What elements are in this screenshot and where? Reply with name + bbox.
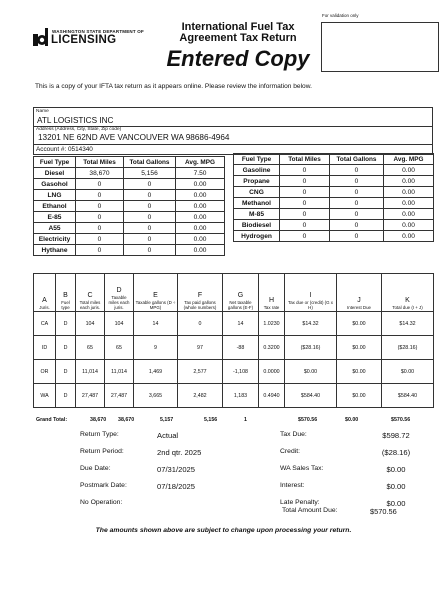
column-label: Taxable miles each juris. <box>108 295 130 310</box>
summary-right-label: Tax Due: <box>280 431 307 438</box>
fuel-left-cell-mpg: 0.00 <box>176 234 225 245</box>
fuel-left-cell-gallons: 0 <box>124 223 176 234</box>
column-letter: A <box>42 297 47 304</box>
fuel-left-cell-type: A55 <box>34 223 76 234</box>
fuel-right-cell-type: CNG <box>234 187 280 198</box>
fuel-right-cell-type: Biodiesel <box>234 220 280 231</box>
column-label: Tax rate <box>263 305 280 310</box>
fuel-left-cell-gallons: 0 <box>124 245 176 256</box>
summary-left-label: No Operation: <box>80 499 123 506</box>
address-label: Address (Address, City, State, Zip code) <box>36 127 122 132</box>
jurisdiction-cell: 0.0000 <box>259 360 285 384</box>
fuel-left-cell-miles: 0 <box>76 179 124 190</box>
jurisdiction-row <box>34 360 434 384</box>
jurisdiction-cell: $0.00 <box>382 360 434 384</box>
fuel-left-cell-mpg: 0.00 <box>176 212 225 223</box>
summary-right-value: $598.72 <box>382 431 410 440</box>
column-letter: E <box>153 292 158 299</box>
jurisdiction-col-header <box>382 274 434 312</box>
fuel-left-cell-mpg: 0.00 <box>176 179 225 190</box>
jurisdiction-cell: 14 <box>134 312 178 336</box>
fuel-right-cell-mpg: 0.00 <box>384 231 434 242</box>
column-letter: K <box>405 297 410 304</box>
fuel-left-row <box>34 179 225 190</box>
column-label: Taxable gallons (D ÷ MPG) <box>135 300 176 310</box>
fuel-right-cell-type: Propane <box>234 176 280 187</box>
column-label: Juris. <box>39 305 50 310</box>
fuel-right-cell-miles: 0 <box>280 187 330 198</box>
jurisdiction-col-header <box>134 274 178 312</box>
jurisdiction-cell: ID <box>34 336 56 360</box>
column-label: Tax paid gallons (whole numbers) <box>183 300 217 310</box>
fuel-left-cell-miles: 0 <box>76 201 124 212</box>
fuel-left-cell-type: Ethanol <box>34 201 76 212</box>
summary-right-label: Credit: <box>280 448 301 455</box>
fuel-left-row <box>34 245 225 256</box>
fuel-left-cell-miles: 38,670 <box>76 168 124 179</box>
column-letter: J <box>357 297 361 304</box>
grand-total-g: 1 <box>244 417 247 423</box>
fuel-left-cell-miles: 0 <box>76 223 124 234</box>
fuel-right-cell-gallons: 0 <box>330 231 384 242</box>
summary-left-label: Return Type: <box>80 431 119 438</box>
fuel-right-cell-gallons: 0 <box>330 165 384 176</box>
jurisdiction-cell: -88 <box>223 336 259 360</box>
fuel-right-cell-mpg: 0.00 <box>384 220 434 231</box>
fuel-right-cell-mpg: 0.00 <box>384 176 434 187</box>
jurisdiction-cell: 104 <box>105 312 134 336</box>
fuel-left-cell-mpg: 0.00 <box>176 190 225 201</box>
jurisdiction-header-row <box>34 274 434 312</box>
account-address: 13201 NE 62ND AVE VANCOUVER WA 98686-4964 <box>38 133 230 142</box>
jurisdiction-table <box>33 273 434 408</box>
summary-right-value: ($28.16) <box>381 448 411 457</box>
summary-left-value: 2nd qtr. 2025 <box>157 448 202 457</box>
fuel-left-header-2: Total Gallons <box>124 157 176 168</box>
dol-logo-icon <box>33 28 49 46</box>
fuel-left-cell-miles: 0 <box>76 190 124 201</box>
disclaimer-footer: The amounts shown above are subject to change upon processing your return. <box>95 527 352 534</box>
column-letter: B <box>63 292 68 299</box>
account-number-label: Account #: <box>36 146 67 153</box>
fuel-right-row <box>234 231 434 242</box>
jurisdiction-cell: ($28.16) <box>382 336 434 360</box>
fuel-left-header-1: Total Miles <box>76 157 124 168</box>
fuel-left-row <box>34 234 225 245</box>
grand-total-k: $570.56 <box>391 417 411 423</box>
jurisdiction-cell: 27,487 <box>76 384 105 408</box>
fuel-right-cell-type: Methanol <box>234 198 280 209</box>
jurisdiction-cell: 97 <box>178 336 223 360</box>
fuel-right-row <box>234 187 434 198</box>
fuel-right-cell-mpg: 0.00 <box>384 165 434 176</box>
fuel-left-cell-type: E-85 <box>34 212 76 223</box>
grand-total-d: 38,670 <box>118 417 135 423</box>
validation-box <box>321 22 439 72</box>
fuel-left-cell-gallons: 0 <box>124 212 176 223</box>
fuel-right-row <box>234 198 434 209</box>
fuel-right-row <box>234 220 434 231</box>
account-number: 0514340 <box>67 146 93 153</box>
column-letter: I <box>309 292 312 299</box>
jurisdiction-cell: 1.0230 <box>259 312 285 336</box>
summary-left-label: Due Date: <box>80 465 111 472</box>
fuel-left-row <box>34 190 225 201</box>
column-label: Tax due or (credit) (G x H) <box>288 300 333 310</box>
column-letter: G <box>237 292 244 299</box>
fuel-right-cell-gallons: 0 <box>330 198 384 209</box>
fuel-left-cell-type: Gasohol <box>34 179 76 190</box>
fuel-left-cell-mpg: 0.00 <box>176 245 225 256</box>
fuel-left-cell-type: Hythane <box>34 245 76 256</box>
fuel-right-header-0: Fuel Type <box>234 154 280 165</box>
fuel-right-row <box>234 209 434 220</box>
jurisdiction-cell: $14.32 <box>382 312 434 336</box>
jurisdiction-cell: $584.40 <box>382 384 434 408</box>
entered-copy-heading: Entered Copy <box>166 46 310 71</box>
form-title-line2: Agreement Tax Return <box>179 32 297 44</box>
fuel-left-cell-gallons: 0 <box>124 201 176 212</box>
grand-total-j: $0.00 <box>345 417 359 423</box>
fuel-right-cell-miles: 0 <box>280 198 330 209</box>
jurisdiction-col-header <box>259 274 285 312</box>
jurisdiction-col-header <box>105 274 134 312</box>
fuel-right-header-2: Total Gallons <box>330 154 384 165</box>
fuel-left-cell-mpg: 7.50 <box>176 168 225 179</box>
form-title-line1: International Fuel Tax <box>181 21 295 33</box>
jurisdiction-cell: -1,108 <box>223 360 259 384</box>
column-label: Interest Due <box>347 305 371 310</box>
fuel-right-cell-miles: 0 <box>280 220 330 231</box>
fuel-right-cell-miles: 0 <box>280 231 330 242</box>
column-label: Total due (I + J) <box>392 305 423 310</box>
jurisdiction-cell: $0.00 <box>337 336 382 360</box>
fuel-right-cell-gallons: 0 <box>330 176 384 187</box>
jurisdiction-cell: 1,183 <box>223 384 259 408</box>
fuel-left-row <box>34 201 225 212</box>
jurisdiction-cell: 9 <box>134 336 178 360</box>
jurisdiction-cell: 3,665 <box>134 384 178 408</box>
jurisdiction-cell: CA <box>34 312 56 336</box>
summary-right-label: WA Sales Tax: <box>280 465 324 472</box>
fuel-right-row <box>234 165 434 176</box>
fuel-left-row <box>34 168 225 179</box>
jurisdiction-row <box>34 312 434 336</box>
jurisdiction-cell: 0 <box>178 312 223 336</box>
jurisdiction-cell: 104 <box>76 312 105 336</box>
fuel-right-cell-mpg: 0.00 <box>384 187 434 198</box>
fuel-right-cell-gallons: 0 <box>330 187 384 198</box>
fuel-left-cell-mpg: 0.00 <box>176 201 225 212</box>
fuel-right-row <box>234 176 434 187</box>
summary-left-value: 07/18/2025 <box>157 482 196 491</box>
jurisdiction-cell: WA <box>34 384 56 408</box>
fuel-left-cell-type: LNG <box>34 190 76 201</box>
fuel-right-cell-miles: 0 <box>280 209 330 220</box>
jurisdiction-cell: 11,014 <box>76 360 105 384</box>
column-letter: D <box>116 287 122 294</box>
summary-left-label: Return Period: <box>80 448 124 455</box>
grand-total-i: $570.56 <box>298 417 318 423</box>
fuel-left-cell-gallons: 0 <box>124 234 176 245</box>
jurisdiction-cell: D <box>56 360 76 384</box>
validation-label: For validation only <box>322 13 359 18</box>
fuel-right-cell-gallons: 0 <box>330 209 384 220</box>
fuel-right-cell-type: Hydrogen <box>234 231 280 242</box>
jurisdiction-cell: $0.00 <box>337 360 382 384</box>
fuel-right-cell-miles: 0 <box>280 176 330 187</box>
jurisdiction-col-header <box>56 274 76 312</box>
jurisdiction-cell: 65 <box>76 336 105 360</box>
jurisdiction-col-header <box>34 274 56 312</box>
jurisdiction-cell: 2,482 <box>178 384 223 408</box>
summary-left-label: Postmark Date: <box>80 482 127 489</box>
column-letter: H <box>268 297 275 304</box>
fuel-right-header-3: Avg. MPG <box>384 154 434 165</box>
jurisdiction-row <box>34 336 434 360</box>
fuel-left-row <box>34 212 225 223</box>
jurisdiction-cell: $0.00 <box>337 312 382 336</box>
jurisdiction-cell: 2,577 <box>178 360 223 384</box>
fuel-left-cell-miles: 0 <box>76 245 124 256</box>
column-label: Fuel type <box>61 300 70 310</box>
agency-name: LICENSING <box>51 34 117 46</box>
grand-total-label: Grand Total: <box>36 417 68 423</box>
summary-right-value: $0.00 <box>386 482 406 491</box>
jurisdiction-cell: 1,469 <box>134 360 178 384</box>
jurisdiction-cell: 27,487 <box>105 384 134 408</box>
fuel-left-cell-mpg: 0.00 <box>176 223 225 234</box>
summary-left-value: 07/31/2025 <box>157 465 196 474</box>
jurisdiction-cell: 65 <box>105 336 134 360</box>
fuel-left-cell-gallons: 0 <box>124 190 176 201</box>
jurisdiction-cell: ($28.16) <box>285 336 337 360</box>
column-label: Net taxable gallons (E-F) <box>227 300 254 310</box>
account-name: ATL LOGISTICS INC <box>37 116 114 125</box>
jurisdiction-col-header <box>76 274 105 312</box>
fuel-left-header-3: Avg. MPG <box>176 157 225 168</box>
column-letter: F <box>197 292 203 299</box>
column-label: Total miles each juris. <box>79 300 101 310</box>
fuel-left-cell-miles: 0 <box>76 234 124 245</box>
grand-total-e: 5,157 <box>160 417 174 423</box>
fuel-left-cell-type: Diesel <box>34 168 76 179</box>
fuel-left-row <box>34 223 225 234</box>
account-info-box <box>33 107 433 155</box>
fuel-right-cell-type: Gasoline <box>234 165 280 176</box>
jurisdiction-cell: D <box>56 336 76 360</box>
jurisdiction-cell: D <box>56 384 76 408</box>
summary-right-label: Late Penalty: <box>280 499 320 506</box>
jurisdiction-cell: 14 <box>223 312 259 336</box>
jurisdiction-cell: $0.00 <box>337 384 382 408</box>
fuel-right-cell-mpg: 0.00 <box>384 209 434 220</box>
jurisdiction-cell: 0.4940 <box>259 384 285 408</box>
summary-right-value: $0.00 <box>386 499 406 508</box>
fuel-right-cell-mpg: 0.00 <box>384 198 434 209</box>
total-amount-value: $570.56 <box>370 507 397 516</box>
jurisdiction-col-header <box>285 274 337 312</box>
jurisdiction-cell: D <box>56 312 76 336</box>
fuel-right-header-1: Total Miles <box>280 154 330 165</box>
fuel-table-right <box>233 153 434 242</box>
agency-small-text: WASHINGTON STATE DEPARTMENT OF <box>52 29 144 34</box>
total-amount-label: Total Amount Due: <box>282 507 338 514</box>
fuel-right-cell-gallons: 0 <box>330 220 384 231</box>
fuel-right-cell-miles: 0 <box>280 165 330 176</box>
jurisdiction-cell: $14.32 <box>285 312 337 336</box>
fuel-table-left <box>33 156 225 256</box>
jurisdiction-row <box>34 384 434 408</box>
summary-left-value: Actual <box>157 431 179 440</box>
grand-total-f: 5,156 <box>204 417 218 423</box>
jurisdiction-col-header <box>223 274 259 312</box>
fuel-left-cell-miles: 0 <box>76 212 124 223</box>
grand-total-c: 38,670 <box>90 417 107 423</box>
column-letter: C <box>87 292 93 299</box>
account-number-row <box>36 146 93 153</box>
jurisdiction-cell: $584.40 <box>285 384 337 408</box>
name-label: Name <box>36 109 49 114</box>
fuel-right-cell-type: M-85 <box>234 209 280 220</box>
summary-right-value: $0.00 <box>386 465 406 474</box>
jurisdiction-col-header <box>178 274 223 312</box>
jurisdiction-cell: 11,014 <box>105 360 134 384</box>
jurisdiction-cell: $0.00 <box>285 360 337 384</box>
intro-text: This is a copy of your IFTA tax return as it appears online. Please review the information below. <box>35 83 312 90</box>
fuel-left-header-0: Fuel Type <box>34 157 76 168</box>
fuel-left-cell-gallons: 5,156 <box>124 168 176 179</box>
jurisdiction-col-header <box>337 274 382 312</box>
fuel-left-cell-gallons: 0 <box>124 179 176 190</box>
summary-right-label: Interest: <box>280 482 305 489</box>
jurisdiction-cell: OR <box>34 360 56 384</box>
fuel-left-cell-type: Electricity <box>34 234 76 245</box>
jurisdiction-cell: 0.3200 <box>259 336 285 360</box>
